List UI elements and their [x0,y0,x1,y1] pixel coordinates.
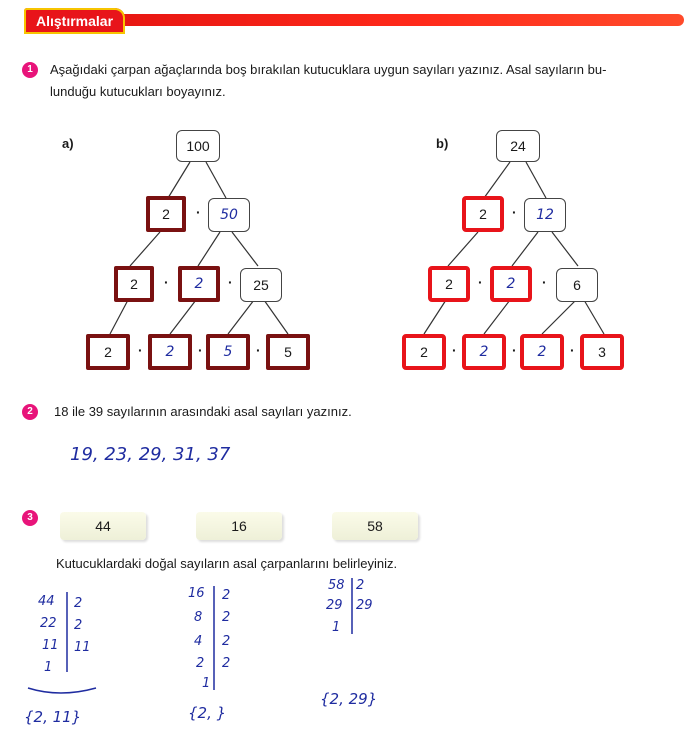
div16-right-2: 2 [222,610,231,625]
tree-b-l2-box-2: 2 [490,266,532,302]
multiply-dot: · [512,204,517,220]
multiply-dot: · [452,342,457,358]
multiply-dot: · [228,274,233,290]
multiply-dot: · [512,342,517,358]
tree-b-l3-box-1: 2 [402,334,446,370]
div16-answer: {2, } [188,704,227,722]
tree-b-l3-box-4: 3 [580,334,624,370]
tree-b-l2-box-1: 2 [428,266,470,302]
tree-b-l2-box-3: 6 [556,268,598,302]
tree-a-l3-box-2: 2 [148,334,192,370]
div44-left-2: 22 [40,616,57,631]
number-box-16: 16 [196,512,282,540]
tree-a-l3-box-4: 5 [266,334,310,370]
tree-a-root: 100 [176,130,220,162]
tree-b-l1-box-1: 2 [462,196,504,232]
div58-left-3: 1 [332,620,341,635]
tree-b-l1-box-2: 12 [524,198,566,232]
tree-b-l3-box-3: 2 [520,334,564,370]
multiply-dot: · [478,274,483,290]
div58-left-2: 29 [326,598,343,613]
div44-right-3: 11 [74,640,91,655]
div16-left-3: 4 [194,634,203,649]
tree-a-l2-box-2: 2 [178,266,220,302]
div58-right-1: 2 [356,578,365,593]
div16-left-1: 16 [188,586,205,601]
div44-right-1: 2 [74,596,83,611]
tree-a-l2-box-1: 2 [114,266,154,302]
question-1-text-line2: lunduğu kutucukları boyayınız. [50,84,226,99]
tree-b-l3-box-2: 2 [462,334,506,370]
question-3-text: Kutucuklardaki doğal sayıların asal çarpanlarını belirleyiniz. [56,556,398,571]
div16-left-4: 2 [196,656,205,671]
multiply-dot: · [256,342,261,358]
div16-right-3: 2 [222,634,231,649]
div58-right-2: 29 [356,598,373,613]
div16-right-1: 2 [222,588,231,603]
div44-left-4: 1 [44,660,53,675]
multiply-dot: · [164,274,169,290]
multiply-dot: · [196,204,201,220]
tree-b-label: b) [436,136,449,151]
tree-a-l2-box-3: 25 [240,268,282,302]
question-2-answer: 19, 23, 29, 31, 37 [70,444,231,465]
question-1-text-line1: Aşağıdaki çarpan ağaçlarında boş bırakılan kutucuklara uygun sayıları yazınız. Asal sayıların bu- [50,62,607,77]
section-title: Alıştırmalar [24,8,125,34]
question-1-badge: 1 [22,62,38,78]
div44-left-1: 44 [38,594,55,609]
multiply-dot: · [198,342,203,358]
tree-a-l1-box-2: 50 [208,198,250,232]
div44-right-2: 2 [74,618,83,633]
div44-answer: {2, 11} [24,708,82,726]
tree-b-root: 24 [496,130,540,162]
div58-left-1: 58 [328,578,345,593]
multiply-dot: · [570,342,575,358]
question-3-badge: 3 [22,510,38,526]
div16-left-2: 8 [194,610,203,625]
div16-left-5: 1 [202,676,211,691]
question-2-badge: 2 [22,404,38,420]
multiply-dot: · [138,342,143,358]
tree-a-l1-box-1: 2 [146,196,186,232]
div16-right-4: 2 [222,656,231,671]
multiply-dot: · [542,274,547,290]
number-box-44: 44 [60,512,146,540]
tree-a-l3-box-1: 2 [86,334,130,370]
number-box-58: 58 [332,512,418,540]
question-2-text: 18 ile 39 sayılarının arasındaki asal sayıları yazınız. [54,404,352,419]
div44-left-3: 11 [42,638,59,653]
div58-answer: {2, 29} [320,690,378,708]
tree-a-label: a) [62,136,74,151]
tree-a-l3-box-3: 5 [206,334,250,370]
